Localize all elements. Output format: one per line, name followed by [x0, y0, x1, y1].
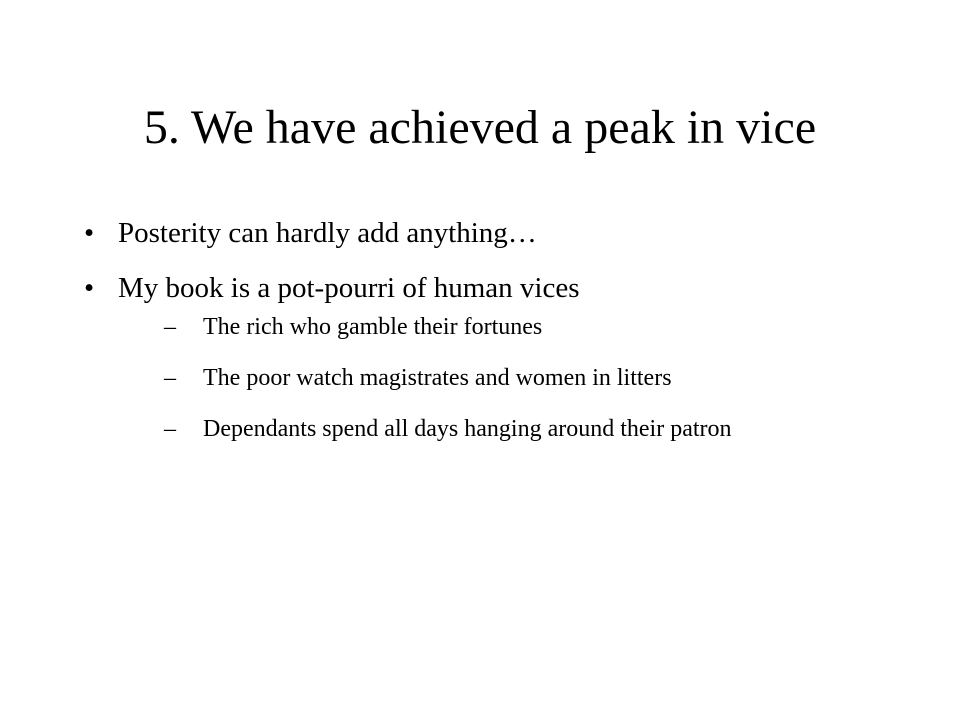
bullet-list — [84, 216, 944, 466]
bullet-marker: • — [84, 217, 95, 249]
sub-bullet-marker: – — [164, 365, 176, 391]
bullet-item — [84, 216, 944, 250]
bullet-marker: • — [84, 272, 95, 304]
sub-bullet-text: The rich who gamble their fortunes — [203, 314, 543, 340]
sub-bullet-item — [164, 364, 944, 392]
sub-bullet-item — [164, 415, 944, 443]
sub-bullet-text: The poor watch magistrates and women in litters — [203, 365, 672, 391]
sub-bullet-list — [118, 313, 944, 443]
sub-bullet-marker: – — [164, 314, 176, 340]
bullet-text: My book is a pot-pourri of human vices — [118, 272, 580, 304]
sub-bullet-text: Dependants spend all days hanging around their patron — [203, 416, 732, 442]
sub-bullet-marker: – — [164, 416, 176, 442]
bullet-item — [84, 271, 944, 443]
sub-bullet-item — [164, 313, 944, 341]
bullet-text: Posterity can hardly add anything… — [118, 217, 537, 249]
slide-title: 5. We have achieved a peak in vice — [143, 101, 817, 154]
